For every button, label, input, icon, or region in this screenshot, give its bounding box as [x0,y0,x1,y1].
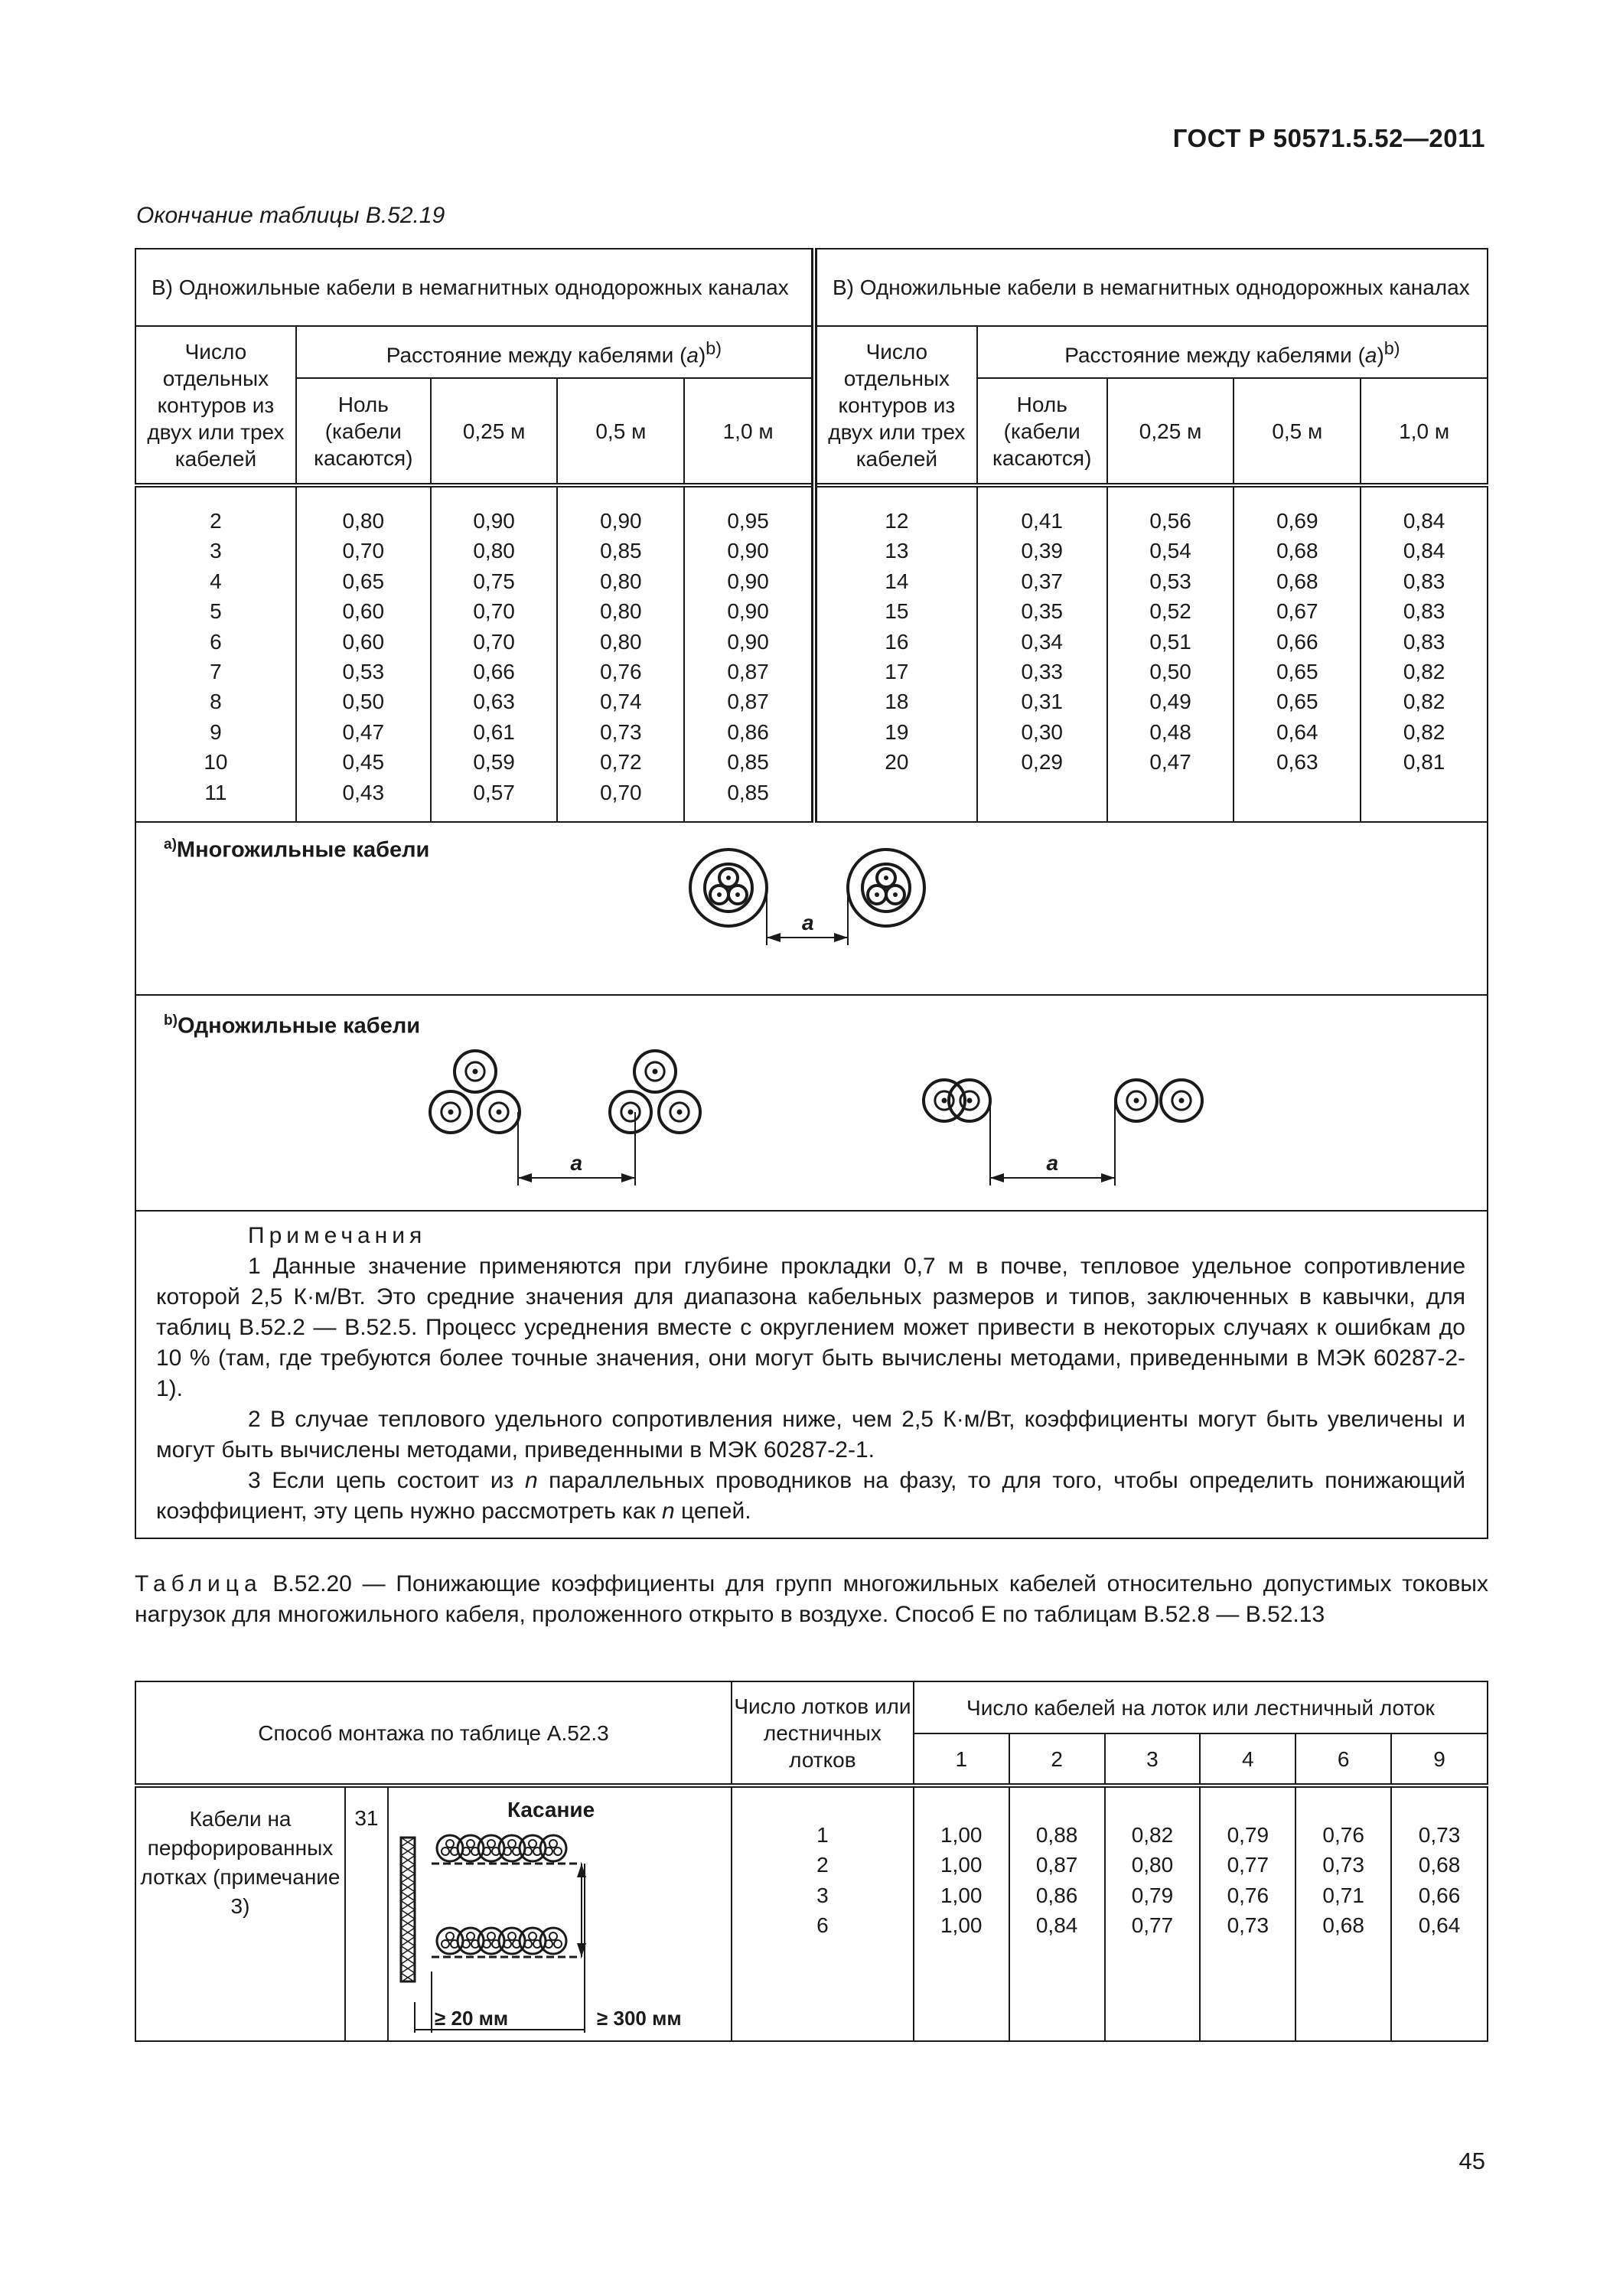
notes-block [135,1211,1488,1538]
dimension-arrow [990,1173,1004,1182]
header-10-left: 1,0 м [684,378,814,485]
tray-cable-core [508,1840,516,1848]
figure-b-drawing [136,996,1487,1208]
wall-hatch [401,1864,415,1874]
wall-hatch [401,1955,415,1964]
tray-cable-core [549,1932,557,1940]
tray-cable-core [467,1840,474,1848]
wall-hatch [401,1910,415,1919]
wall-hatch [401,1937,415,1946]
page-number: 45 [1458,2148,1485,2174]
header-cables-3: 3 [1105,1733,1201,1786]
tray-cable-core [508,1932,516,1940]
wall-hatch [401,1874,415,1883]
header-cables: Число кабелей на лоток или лестничный лоток [914,1681,1488,1733]
wall-hatch [401,1883,415,1892]
right-10-column: 0,84 0,84 0,83 0,83 0,83 0,82 0,82 0,82 0,81 [1361,485,1488,822]
header-zero-left: Ноль (кабели касаются) [296,378,431,485]
cables-1-column: 1,00 1,00 1,00 1,00 [914,1786,1009,2041]
row-ref: 31 [345,1786,388,2041]
right-caption: В) Одножильные кабели в немагнитных однодорожных каналах [814,249,1488,326]
tray-cable-core [549,1840,557,1848]
right-n-column: 12 13 14 15 16 17 18 19 20 [814,485,977,822]
header-method: Способ монтажа по таблице А.52.3 [135,1681,732,1786]
cables-3-column: 0,82 0,80 0,79 0,77 [1105,1786,1201,2041]
right-05-column: 0,69 0,68 0,68 0,67 0,66 0,65 0,65 0,64 0,63 [1234,485,1361,822]
header-10-right: 1,0 м [1361,378,1488,485]
header-cables-2: 2 [1009,1733,1105,1786]
table-b52-19 [135,248,1488,1539]
cable-conductor [473,1069,478,1075]
dimension-label: a [1046,1151,1059,1175]
dimension-label: a [570,1151,583,1175]
table-b52-20-title: Таблица В.52.20 — Понижающие коэффициенты для групп многожильных кабелей относительно допустимых токовых нагрузок для многожильного кабеля, проложенного открыто в воздухе. Способ Е по таблицам В.52.8 — В.52.13 [135,1571,1488,1627]
wall-hatch [401,1919,415,1928]
figure-b-singlecore [135,995,1488,1211]
header-cables-9: 9 [1391,1733,1488,1786]
left-caption: В) Одножильные кабели в немагнитных однодорожных каналах [135,249,814,326]
header-cables-6: 6 [1295,1733,1391,1786]
wall-hatch [401,1847,415,1856]
row-label: Кабели на перфорированных лотках (примечание 3) [135,1786,345,2041]
note-1: 1 Данные значение применяются при глубине прокладки 0,7 м в почве, тепловое удельное сопротивление которой 2,5 К·м/Вт. Это средние значения для диапазона кабельных размеров и типов, заключенных в кавычки, для таблиц В.52.2 — В.52.5. Процесс усреднения вместе с округлением может привести в некоторых случаях к ошибкам до 10 % (там, где требуются более точные значения, они могут быть вычислены методами, приведенными в МЭК 60287-2-1). [156,1254,1465,1401]
header-trays: Число лотков или лестничных лотков [732,1681,914,1786]
cable-conductor [677,1110,683,1115]
header-05-left: 0,5 м [557,378,684,485]
cable-conductor [942,1098,947,1104]
left-zero-column: 0,80 0,70 0,65 0,60 0,60 0,53 0,50 0,47 0,45 0,43 [296,485,431,822]
right-025-column: 0,56 0,54 0,53 0,52 0,51 0,50 0,49 0,48 0,47 [1107,485,1234,822]
table-continuation-label: Окончание таблицы В.52.19 [136,203,445,228]
table-b52-20 [135,1681,1488,2042]
header-cables-1: 1 [914,1733,1009,1786]
tray-cable-core [467,1932,474,1940]
left-n-column: 2 3 4 5 6 7 8 9 10 11 [135,485,296,822]
header-zero-right: Ноль (кабели касаются) [977,378,1107,485]
wall-hatch [401,1892,415,1901]
cable-conductor [628,1110,634,1115]
figure-trays-drawing [389,1788,732,2040]
wall-hatch [401,1856,415,1865]
figure-a-drawing [136,823,1487,993]
tray-cable-core [529,1840,536,1848]
tray-cable-core [446,1932,454,1940]
cable-conductor [967,1098,973,1104]
cables-9-column: 0,73 0,68 0,66 0,64 [1391,1786,1488,2041]
wall-hatch [401,1901,415,1910]
wall-hatch [401,1946,415,1955]
tray-cable-core [554,1848,562,1855]
cables-6-column: 0,76 0,73 0,71 0,68 [1295,1786,1391,2041]
right-zero-column: 0,41 0,39 0,37 0,35 0,34 0,33 0,31 0,30 0,29 [977,485,1107,822]
wall-hatch [401,1928,415,1937]
dimension-label-300mm: ≥ 300 мм [596,2007,682,2030]
header-05-right: 0,5 м [1234,378,1361,485]
figure-a-multicore [135,822,1488,995]
cable-conductor [448,1110,454,1115]
dimension-arrow [621,1173,635,1182]
cable-conductor [1134,1098,1139,1104]
left-025-column: 0,90 0,80 0,75 0,70 0,70 0,66 0,63 0,61 0,59 0,57 [431,485,558,822]
tray-cable-core [487,1840,495,1848]
left-10-column: 0,95 0,90 0,90 0,90 0,90 0,87 0,87 0,86 0,85 0,85 [684,485,814,822]
wall-hatch [401,1838,415,1847]
note-2: 2 В случае теплового удельного сопротивления ниже, чем 2,5 К·м/Вт, коэффициенты могут быть увеличены и могут быть вычислены методами, приведенными в МЭК 60287-2-1. [156,1407,1465,1463]
tray-cable-core [442,1848,449,1855]
tray-cable-core [554,1940,562,1948]
figure-b-title: $^{b)}$Одножильные кабели [164,1013,421,1039]
note-3: 3 Если цепь состоит из n параллельных проводников на фазу, то для того, чтобы определить понижающий коэффициент, эту цепь нужно рассмотреть как n цепей. [156,1468,1465,1524]
cables-2-column: 0,88 0,87 0,86 0,84 [1009,1786,1105,2041]
notes-title: Примечания [248,1223,427,1248]
figure-a-dimension-label: a [802,911,814,934]
cable-conductor [653,1069,658,1075]
wall-hatch [401,1964,415,1973]
tray-cable-core [529,1932,536,1940]
header-025-left: 0,25 м [431,378,558,485]
trays-column: 1 2 3 6 [732,1786,914,2041]
header-number-right: Число отдельных контуров из двух или трех кабелей [814,326,977,485]
cable-conductor [1179,1098,1185,1104]
touch-label: Касание [507,1798,595,1821]
tray-cable-core [487,1932,495,1940]
tray-cable-core [442,1940,449,1948]
header-cables-4: 4 [1200,1733,1295,1786]
header-025-right: 0,25 м [1107,378,1234,485]
cables-4-column: 0,79 0,77 0,76 0,73 [1200,1786,1295,2041]
figure-trays [388,1786,732,2041]
dimension-arrow [1101,1173,1115,1182]
dimension-arrow [518,1173,532,1182]
dimension-label-20mm: ≥ 20 мм [434,2007,508,2030]
header-distance-left: Расстояние между кабелями $(a)^{b)}$ [296,326,814,378]
standard-number: ГОСТ Р 50571.5.52—2011 [1172,124,1485,152]
cable-conductor [497,1110,502,1115]
header-distance-right: Расстояние между кабелями $(a)^{b)}$ [977,326,1488,378]
figure-a-title: $^{a)}$Многожильные кабели [164,837,430,863]
tray-cable-core [446,1840,454,1848]
header-number-left: Число отдельных контуров из двух или трех кабелей [135,326,296,485]
left-05-column: 0,90 0,85 0,80 0,80 0,80 0,76 0,74 0,73 0,72 0,70 [557,485,684,822]
